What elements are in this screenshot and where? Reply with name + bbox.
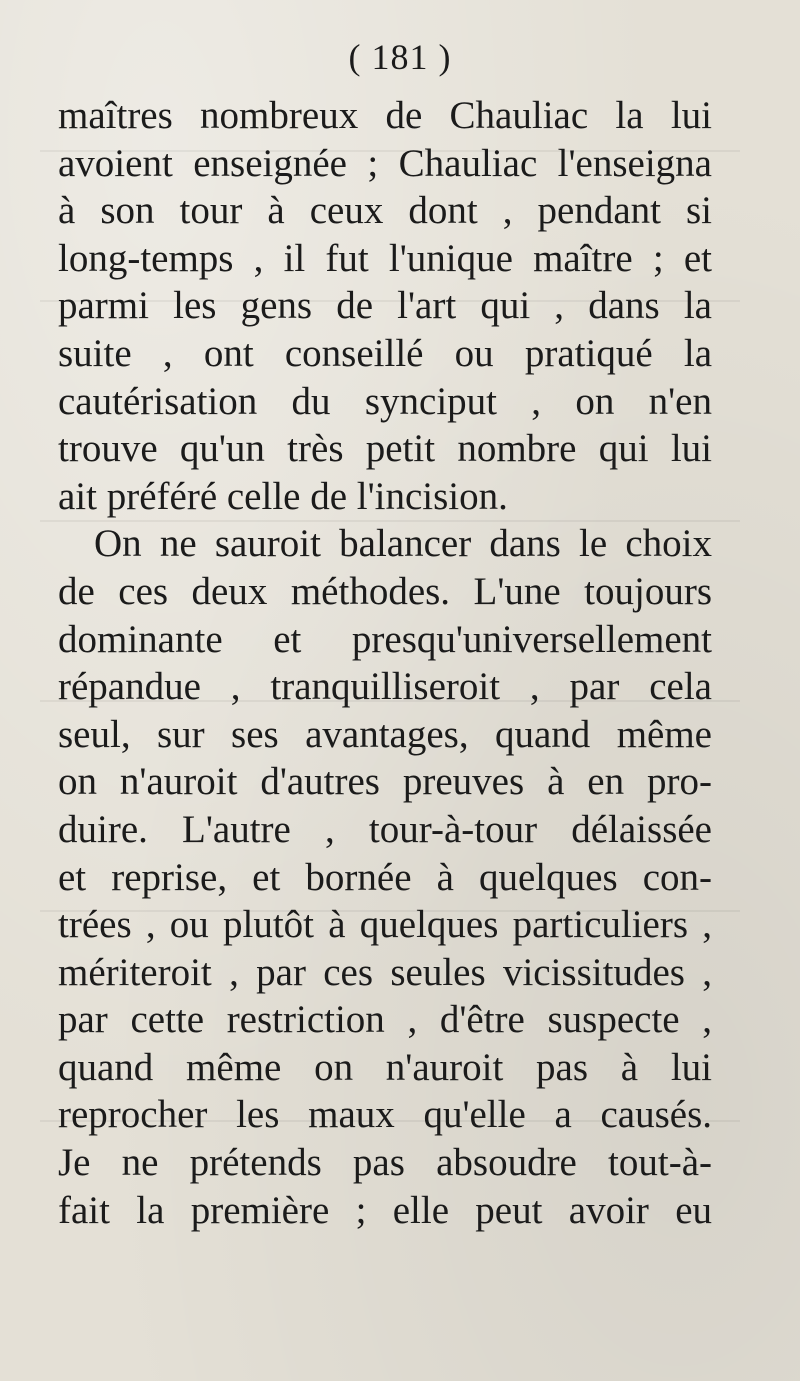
text-line: de ces deux méthodes. L'une toujours bbox=[58, 569, 712, 613]
text-line: répandue , tranquilliseroit , par cela bbox=[58, 665, 712, 709]
text-line: fait la première ; elle peut avoir eu bbox=[58, 1188, 712, 1232]
text-line: dominante et presqu'universellement bbox=[58, 617, 712, 661]
text-line: seul, sur ses avantages, quand même bbox=[58, 712, 712, 756]
body-text bbox=[58, 92, 712, 1234]
text-line: mériteroit , par ces seules vicissitudes , bbox=[58, 950, 712, 994]
text-line: ait préféré celle de l'incision. bbox=[58, 474, 508, 518]
text-line: cautérisation du synciput , on n'en bbox=[58, 379, 712, 423]
text-line: maîtres nombreux de Chauliac la lui bbox=[58, 94, 712, 137]
text-line: parmi les gens de l'art qui , dans la bbox=[58, 284, 712, 328]
text-line: à son tour à ceux dont , pendant si bbox=[58, 189, 712, 233]
text-line: trouve qu'un très petit nombre qui lui bbox=[58, 427, 712, 471]
text-line: quand même on n'auroit pas à lui bbox=[58, 1045, 712, 1089]
text-line: long-temps , il fut l'unique maître ; et bbox=[58, 236, 712, 280]
text-line: On ne sauroit balancer dans le choix bbox=[94, 522, 712, 566]
text-line: on n'auroit d'autres preuves à en pro- bbox=[58, 760, 712, 804]
text-line: suite , ont conseillé ou pratiqué la bbox=[58, 331, 712, 375]
text-line: avoient enseignée ; Chauliac l'enseigna bbox=[58, 141, 712, 185]
text-line: duire. L'autre , tour-à-tour délaissée bbox=[58, 807, 712, 851]
paragraph-1 bbox=[58, 92, 712, 520]
text-line: Je ne prétends pas absoudre tout-à- bbox=[58, 1141, 712, 1185]
text-line: par cette restriction , d'être suspecte , bbox=[58, 998, 712, 1042]
text-line: et reprise, et bornée à quelques con- bbox=[58, 855, 712, 899]
page-number: ( 181 ) bbox=[348, 37, 452, 77]
text-line: trées , ou plutôt à quelques particuliers , bbox=[58, 903, 712, 947]
paragraph-2 bbox=[58, 520, 712, 1234]
text-line: reprocher les maux qu'elle a causés. bbox=[58, 1093, 712, 1137]
